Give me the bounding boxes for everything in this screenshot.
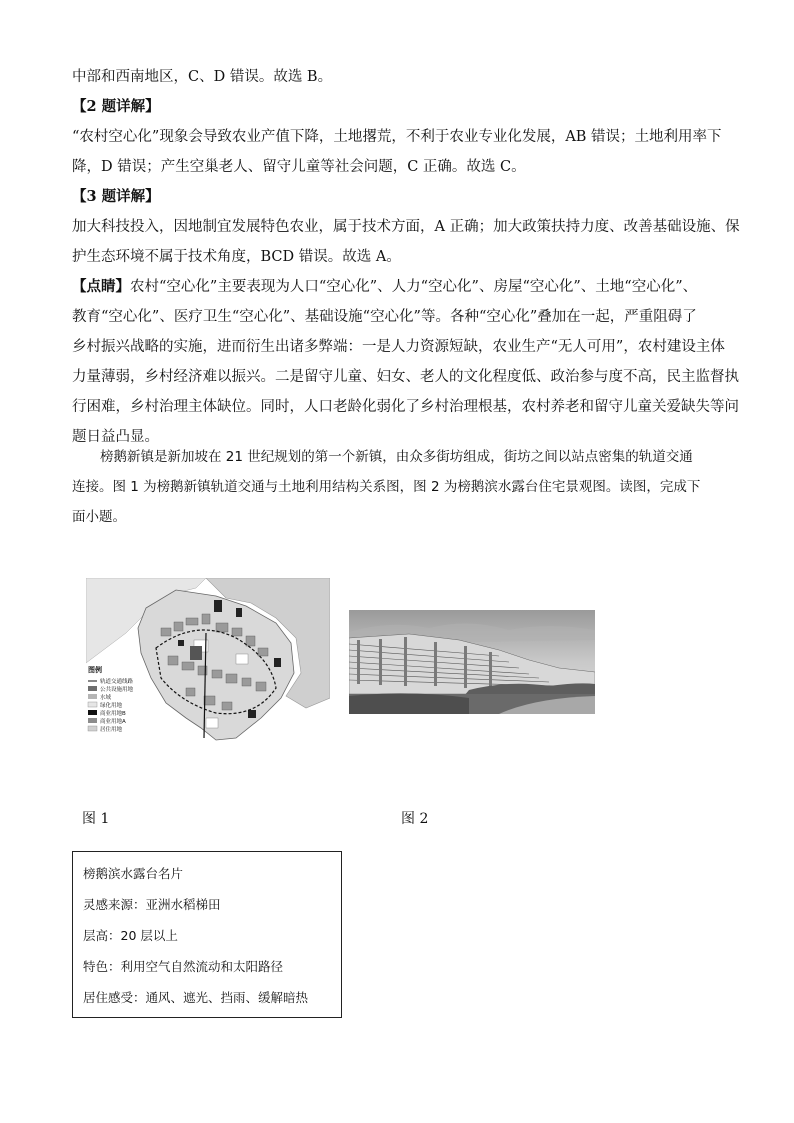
figure1-caption: 图 1 bbox=[82, 811, 110, 827]
legend-swatch bbox=[88, 710, 97, 715]
text-line: 面小题。 bbox=[72, 509, 126, 525]
legend-label: 水域 bbox=[100, 695, 112, 701]
figure2-terrace-photo bbox=[349, 610, 595, 714]
legend-label: 商业用地B bbox=[100, 711, 126, 717]
text-line: 降，D 错误；产生空巢老人、留守儿童等社会问题，C 正确。故选 C。 bbox=[72, 159, 526, 175]
card-height: 层高：20 层以上 bbox=[83, 928, 178, 943]
text-line: 护生态环境不属于技术角度，BCD 错误。故选 A。 bbox=[72, 249, 401, 265]
text-line: 连接。图 1 为榜鹅新镇轨道交通与土地利用结构关系图，图 2 为榜鹅滨水露台住宅景观图。读图，完成下 bbox=[72, 479, 701, 495]
card-feature: 特色：利用空气自然流动和太阳路径 bbox=[83, 959, 284, 974]
text-line: 乡村振兴战略的实施，进而衍生出诸多弊端：一是人力资源短缺，农业生产“无人可用”，农村建设主体 bbox=[72, 339, 725, 355]
legend-label: 轨道交通线路 bbox=[100, 679, 134, 685]
legend-label: 绿化用地 bbox=[100, 703, 123, 709]
question-intro bbox=[72, 442, 724, 532]
text-line: 中部和西南地区，C、D 错误。故选 B。 bbox=[72, 69, 333, 85]
legend-label: 公共设施用地 bbox=[100, 687, 134, 693]
card-title: 榜鹅滨水露台名片 bbox=[83, 866, 184, 881]
text-line: “农村空心化”现象会导致农业产值下降，土地撂荒，不利于农业专业化发展，AB 错误；土地利用率下 bbox=[72, 129, 722, 145]
text-span: 农村“空心化”主要表现为人口“空心化”、人力“空心化”、房屋“空心化”、土地“空心化”、 bbox=[130, 279, 698, 295]
legend-label: 商业用地A bbox=[100, 719, 126, 725]
text-line: 榜鹅新镇是新加坡在 21 世纪规划的第一个新镇，由众多街坊组成，街坊之间以站点密集的轨道交通 bbox=[100, 449, 693, 465]
section-heading-q3: 【3 题详解】 bbox=[72, 188, 160, 205]
card-inspiration: 灵感来源：亚洲水稻梯田 bbox=[83, 897, 221, 912]
legend-swatch bbox=[88, 718, 97, 723]
figure1-landuse-map bbox=[86, 578, 330, 742]
legend-swatch bbox=[88, 686, 97, 691]
answer-text-block bbox=[72, 62, 740, 452]
section-heading-q2: 【2 题详解】 bbox=[72, 98, 160, 115]
legend-label: 居住用地 bbox=[100, 727, 123, 733]
key-point-tag: 【点睛】 bbox=[72, 278, 130, 295]
figure2-caption: 图 2 bbox=[401, 811, 429, 827]
text-line: 行困难，乡村治理主体缺位。同时，人口老龄化弱化了乡村治理根基，农村养老和留守儿童关爱缺失等问 bbox=[72, 399, 739, 415]
text-line: 力量薄弱，乡村经济难以振兴。二是留守儿童、妇女、老人的文化程度低、政治参与度不高，民主监督执 bbox=[72, 369, 739, 385]
text-line: 加大科技投入，因地制宜发展特色农业，属于技术方面，A 正确；加大政策扶持力度、改善基础设施、保 bbox=[72, 219, 740, 235]
terrace-info-card bbox=[72, 851, 342, 1018]
legend-title: 图例 bbox=[88, 666, 102, 674]
key-point-line bbox=[72, 272, 724, 302]
legend-swatch bbox=[88, 726, 97, 731]
legend-swatch bbox=[88, 702, 97, 707]
legend-swatch bbox=[88, 694, 97, 699]
text-line: 教育“空心化”、医疗卫生“空心化”、基础设施“空心化”等。各种“空心化”叠加在一起，严重阻碍了 bbox=[72, 309, 697, 325]
text-line: 题日益凸显。 bbox=[72, 429, 159, 445]
card-feeling: 居住感受：通风、遮光、挡雨、缓解暗热 bbox=[83, 990, 309, 1005]
